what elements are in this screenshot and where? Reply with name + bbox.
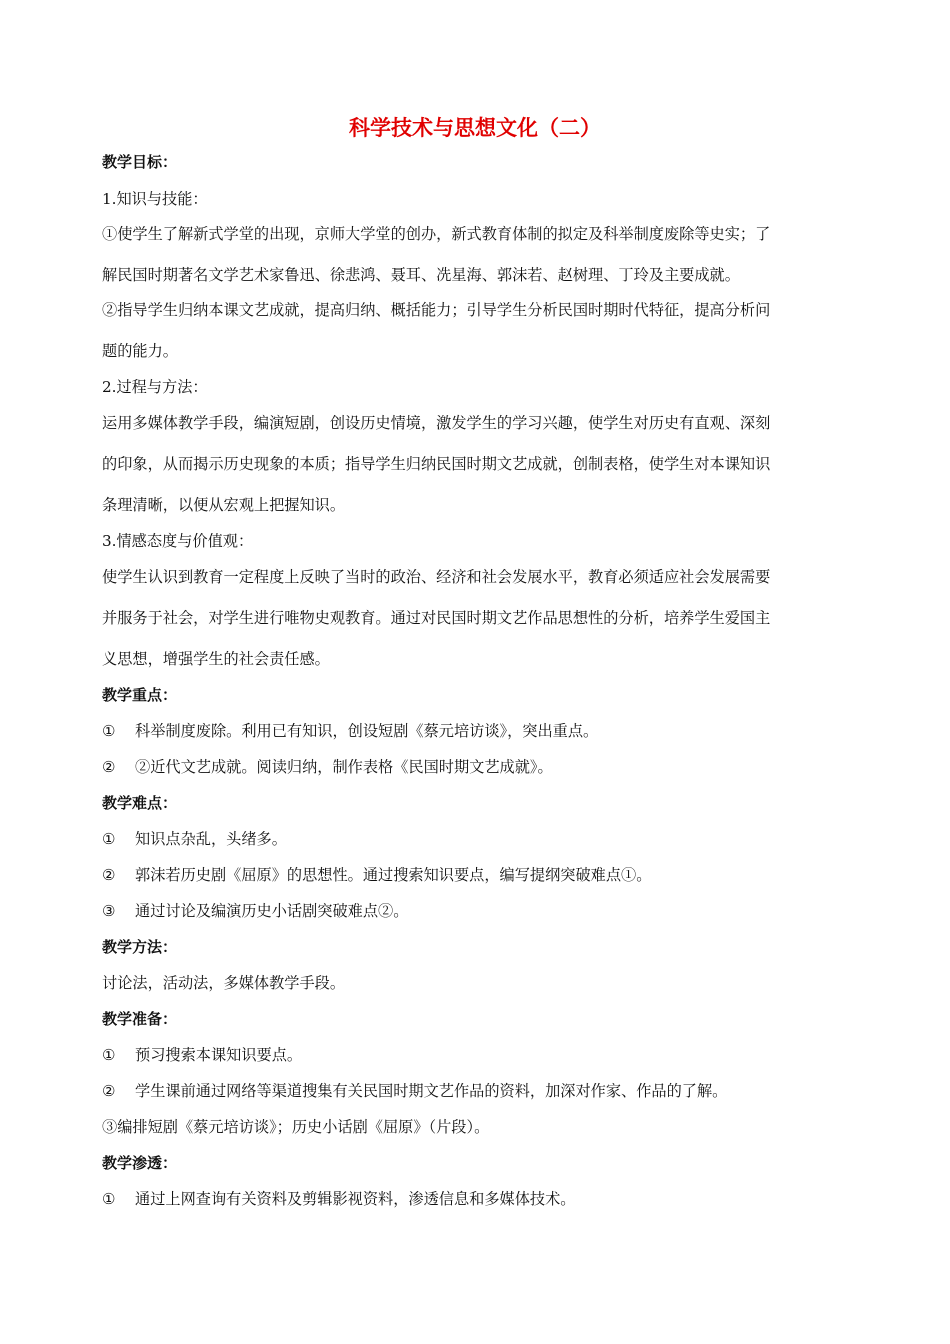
paragraph-line: 义思想，增强学生的社会责任感。: [102, 650, 330, 668]
paragraph-line: 条理清晰，以便从宏观上把握知识。: [102, 496, 345, 514]
list-item: ① 通过上网查询有关资料及剪辑影视资料，渗透信息和多媒体技术。: [102, 1190, 576, 1208]
infiltration-heading: 教学渗透：: [102, 1154, 178, 1172]
process-method-heading: 2.过程与方法：: [102, 378, 208, 396]
paragraph-line: ①使学生了解新式学堂的出现，京师大学堂的创办，新式教育体制的拟定及科举制度废除等史实；了: [102, 225, 771, 243]
list-item: ② 郭沫若历史剧《屈原》的思想性。通过搜索知识要点，编写提纲突破难点①。: [102, 866, 652, 884]
list-item: ② ②近代文艺成就。阅读归纳，制作表格《民国时期文艺成就》。: [102, 758, 553, 776]
key-points-heading: 教学重点：: [102, 686, 178, 704]
list-item: ③编排短剧《蔡元培访谈》；历史小话剧《屈原》（片段）。: [102, 1118, 490, 1136]
list-item: ② 学生课前通过网络等渠道搜集有关民国时期文艺作品的资料，加深对作家、作品的了解。: [102, 1082, 728, 1100]
paragraph-line: 讨论法，活动法，多媒体教学手段。: [102, 974, 345, 992]
paragraph-line: 运用多媒体教学手段，编演短剧，创设历史情境，激发学生的学习兴趣，使学生对历史有直观、深刻: [102, 414, 771, 432]
objectives-heading: 教学目标：: [102, 153, 178, 171]
knowledge-skills-heading: 1.知识与技能：: [102, 190, 208, 208]
paragraph-line: 的印象，从而揭示历史现象的本质；指导学生归纳民国时期文艺成就，创制表格，使学生对本课知识: [102, 455, 771, 473]
list-item: ① 科举制度废除。利用已有知识，创设短剧《蔡元培访谈》，突出重点。: [102, 722, 599, 740]
paragraph-line: 题的能力。: [102, 342, 178, 360]
paragraph-line: 并服务于社会，对学生进行唯物史观教育。通过对民国时期文艺作品思想性的分析，培养学生爱国主: [102, 609, 771, 627]
list-item: ① 预习搜索本课知识要点。: [102, 1046, 303, 1064]
method-heading: 教学方法：: [102, 938, 178, 956]
paragraph-line: 解民国时期著名文学艺术家鲁迅、徐悲鸿、聂耳、冼星海、郭沫若、赵树理、丁玲及主要成就。: [102, 266, 740, 284]
list-item: ③ 通过讨论及编演历史小话剧突破难点②。: [102, 902, 409, 920]
paragraph-line: 使学生认识到教育一定程度上反映了当时的政治、经济和社会发展水平，教育必须适应社会发展需要: [102, 568, 771, 586]
attitude-values-heading: 3.情感态度与价值观：: [102, 532, 254, 550]
document-title: 科学技术与思想文化（二）: [349, 116, 601, 140]
difficulties-heading: 教学难点：: [102, 794, 178, 812]
preparation-heading: 教学准备：: [102, 1010, 178, 1028]
paragraph-line: ②指导学生归纳本课文艺成就，提高归纳、概括能力；引导学生分析民国时期时代特征，提高分析问: [102, 301, 771, 319]
list-item: ① 知识点杂乱，头绪多。: [102, 830, 287, 848]
